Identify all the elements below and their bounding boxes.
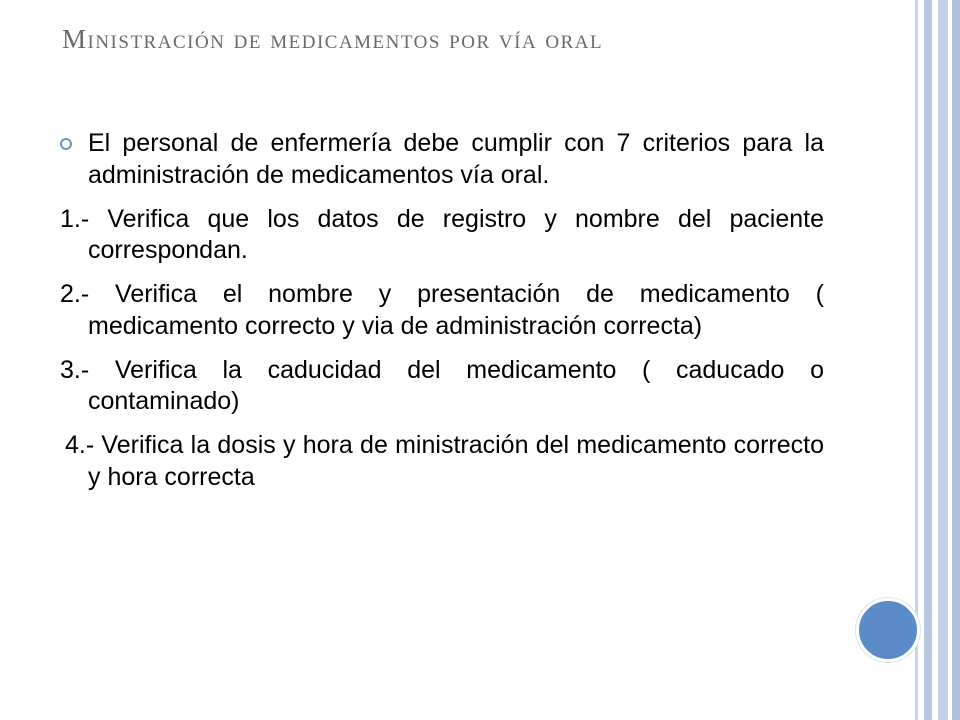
criterion-1: 1.- Verifica que los datos de registro y nombre del paciente correspondan. [60, 204, 824, 265]
criterion-3: 3.- Verifica la caducidad del medicamento ( caducado o contaminado) [60, 355, 824, 416]
circle-outline-icon [60, 138, 72, 150]
decorative-stripes [915, 0, 960, 720]
slide-body [60, 128, 824, 506]
decorative-circle [856, 598, 920, 662]
bullet-item [60, 128, 824, 192]
bullet-text: El personal de enfermería debe cumplir con 7 criterios para la administración de medicamentos vía oral. [88, 129, 824, 189]
slide-title: Ministración de medicamentos por vía oral [62, 24, 604, 54]
criterion-2: 2.- Verifica el nombre y presentación de medicamento ( medicamento correcto y via de administración correcta) [60, 280, 824, 340]
criterion-4: 4.- Verifica la dosis y hora de ministración del medicamento correcto y hora correcta [65, 431, 824, 491]
